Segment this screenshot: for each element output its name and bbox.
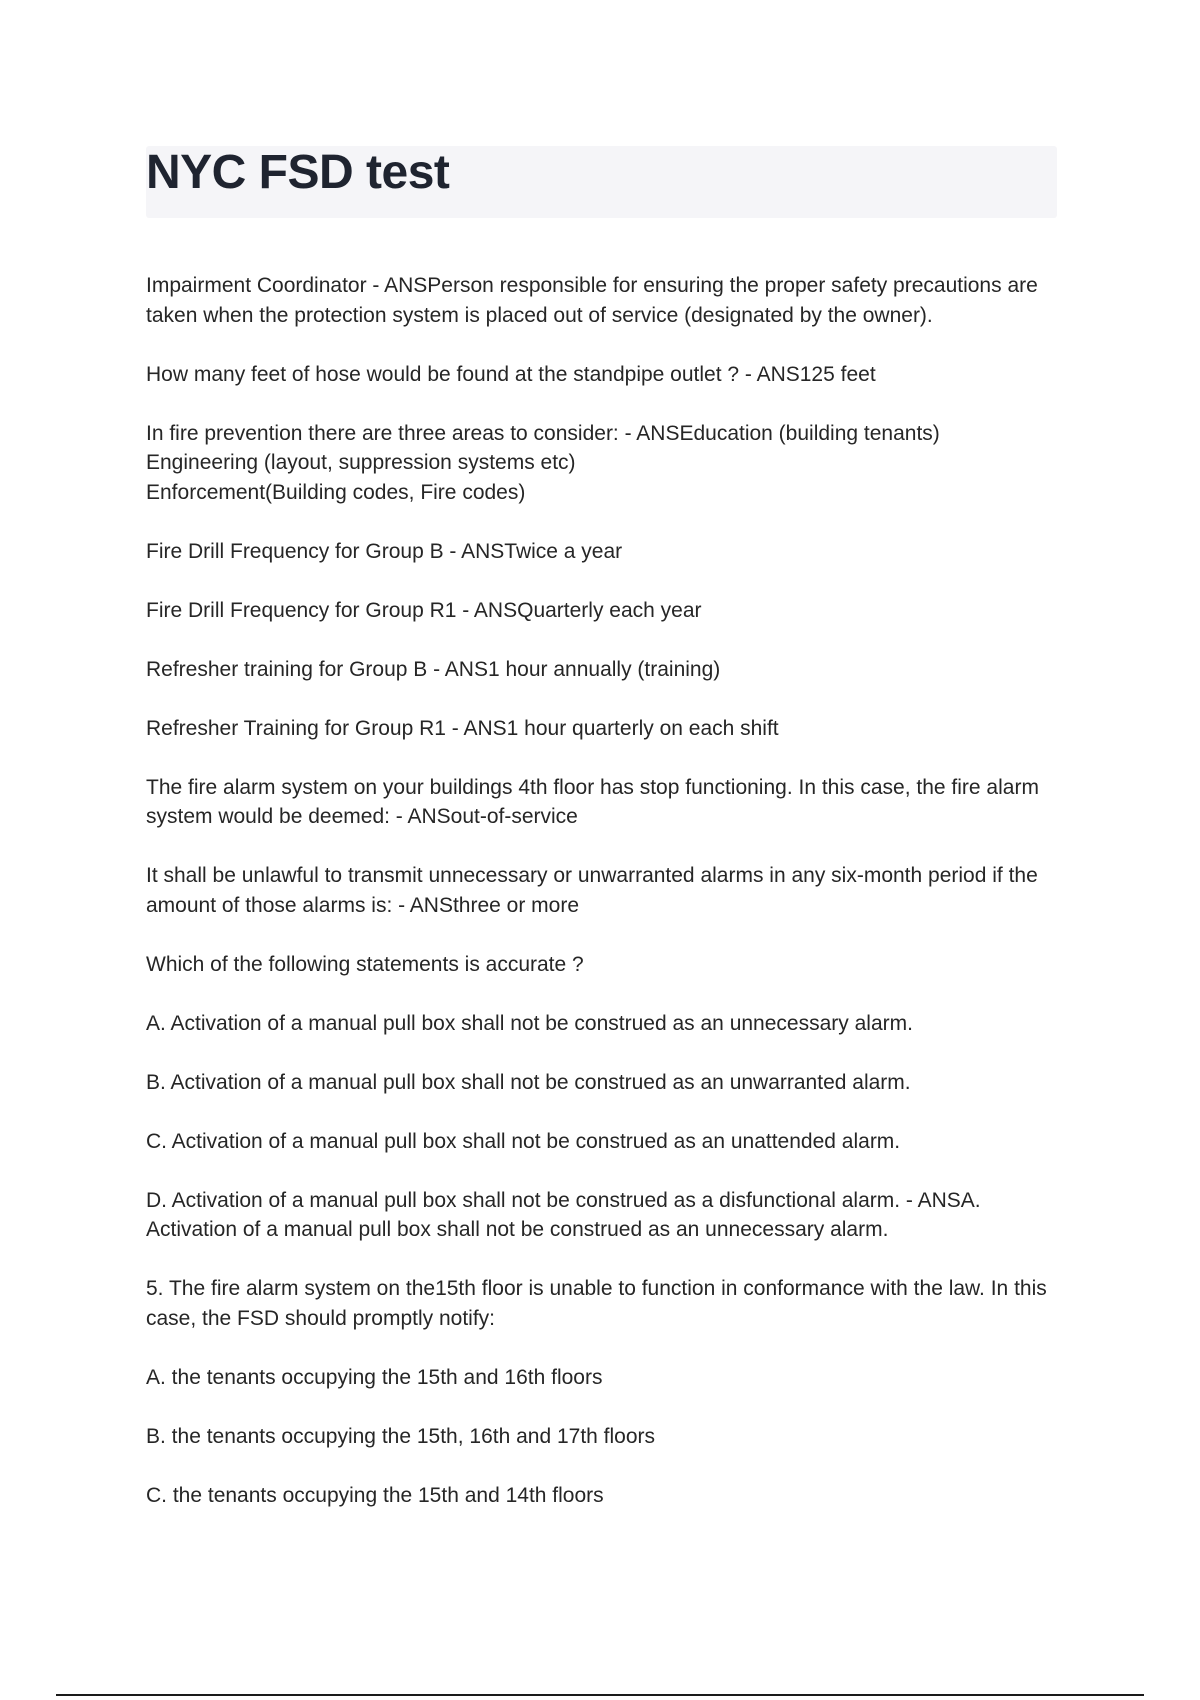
paragraph-standpipe-hose: How many feet of hose would be found at the standpipe outlet ? - ANS125 feet: [146, 362, 876, 386]
paragraph-floor-option-a: A. the tenants occupying the 15th and 16th floors: [146, 1365, 603, 1389]
paragraph-option-d-answer: D. Activation of a manual pull box shall not be construed as a disfunctional alarm. - ANSA. Activation of a manual pull box shall not be construed as an unnecessary alarm.: [146, 1188, 981, 1241]
paragraph-drill-group-b: Fire Drill Frequency for Group B - ANSTwice a year: [146, 539, 623, 563]
paragraph-fire-prevention-areas: In fire prevention there are three areas to consider: - ANSEducation (building tenants) Engineering (layout, suppression systems etc) Enforcement(Building codes, Fire codes): [146, 421, 940, 504]
paragraph-floor-option-b: B. the tenants occupying the 15th, 16th and 17th floors: [146, 1424, 656, 1448]
document-title: NYC FSD test: [146, 146, 450, 199]
paragraph-question-accurate: Which of the following statements is accurate ?: [146, 952, 584, 976]
document-body: [146, 271, 1066, 1540]
paragraph-impairment-coordinator: Impairment Coordinator - ANSPerson responsible for ensuring the proper safety precautions are taken when the protection system is placed out of service (designated by the owner).: [146, 274, 1038, 327]
paragraph-option-a: A. Activation of a manual pull box shall not be construed as an unnecessary alarm.: [146, 1011, 913, 1035]
paragraph-question-15th-floor: 5. The fire alarm system on the15th floor is unable to function in conformance with the law. In this case, the FSD should promptly notify:: [146, 1277, 1047, 1330]
paragraph-refresher-group-b: Refresher training for Group B - ANS1 hour annually (training): [146, 657, 721, 681]
paragraph-option-c: C. Activation of a manual pull box shall not be construed as an unattended alarm.: [146, 1129, 901, 1153]
paragraph-out-of-service: The fire alarm system on your buildings 4th floor has stop functioning. In this case, the fire alarm system would be deemed: - ANSout-of-service: [146, 775, 1039, 828]
paragraph-drill-group-r1: Fire Drill Frequency for Group R1 - ANSQuarterly each year: [146, 598, 702, 622]
paragraph-floor-option-c: C. the tenants occupying the 15th and 14th floors: [146, 1483, 604, 1507]
paragraph-refresher-group-r1: Refresher Training for Group R1 - ANS1 hour quarterly on each shift: [146, 716, 779, 740]
bottom-divider: [56, 1694, 1144, 1696]
paragraph-option-b: B. Activation of a manual pull box shall not be construed as an unwarranted alarm.: [146, 1070, 911, 1094]
paragraph-unwarranted-alarms: It shall be unlawful to transmit unnecessary or unwarranted alarms in any six-month period if the amount of those alarms is: - ANSthree or more: [146, 864, 1038, 917]
